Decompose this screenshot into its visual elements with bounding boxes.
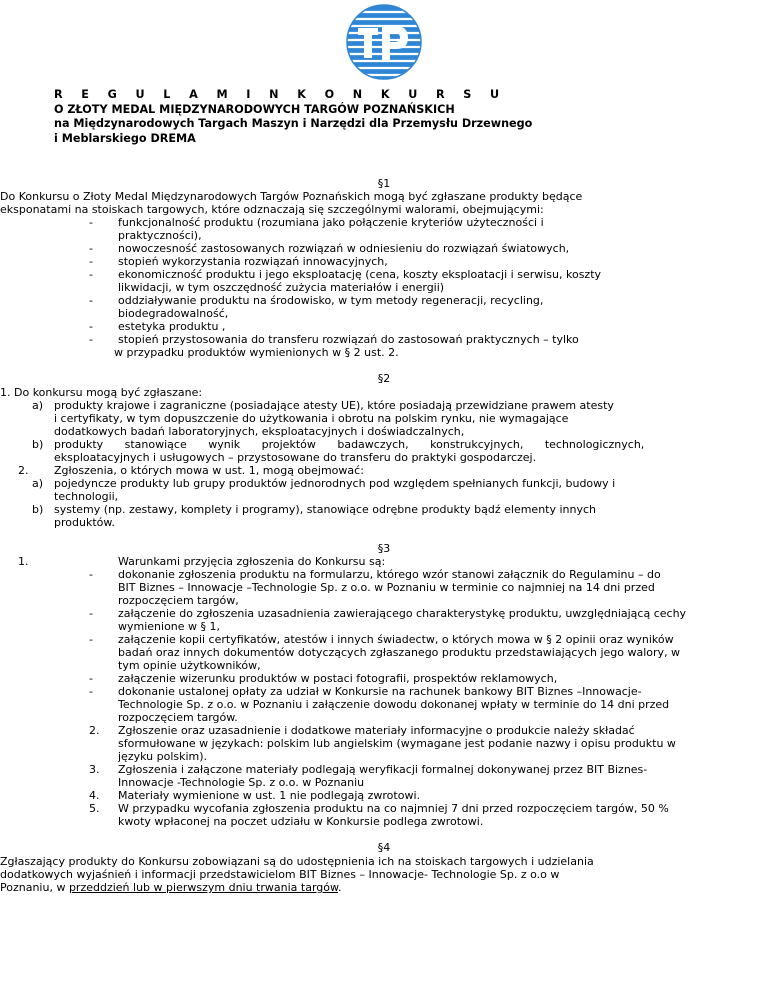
s3-num-4: 4. [89, 789, 100, 802]
bullet-dash: - [89, 333, 93, 346]
s3-point-2a: Zgłoszenie oraz uzasadnienie i dodatkowe materiały informacyjne o produkcie należy składać [118, 724, 635, 737]
s2-point-2: Zgłoszenia, o których mowa w ust. 1, mogą obejmować: [54, 464, 364, 477]
s1-bullet-1b: praktyczności), [118, 229, 202, 242]
s3-item-1a: dokonanie zgłoszenia produktu na formularzu, którego wzór stanowi załącznik do Regulaminu – do [118, 568, 661, 581]
s3-item-3c: tym opinie użytkowników, [118, 659, 261, 672]
s3-intro: Warunkami przyjęcia zgłoszenia do Konkursu są: [118, 555, 386, 568]
section-2-heading: §2 [377, 372, 391, 385]
s2-label-a: a) [32, 399, 44, 412]
s1-bullet-5a: oddziaływanie produktu na środowisko, w tym metody regeneracji, recycling, [118, 294, 544, 307]
bullet-dash: - [89, 672, 93, 685]
s1-bullet-3: stopień wykorzystania rozwiązań innowacyjnych, [118, 255, 388, 268]
bullet-dash: - [89, 633, 93, 646]
title-line-3: na Międzynarodowych Targach Maszyn i Narzędzi dla Przemysłu Drzewnego [54, 117, 533, 130]
s3-item-5b: Technologie Sp. z o.o. w Poznaniu i załączenie dowodu dokonanej wpłaty w terminie do 14 dni przed [118, 698, 670, 711]
s1-line-1: Do Konkursu o Złoty Medal Międzynarodowych Targów Poznańskich mogą być zgłaszane produkty będące [0, 190, 583, 203]
bullet-dash: - [89, 242, 93, 255]
s2-a-line-3: dodatkowych badań laboratoryjnych, eksploatacyjnych i doświadczalnych, [54, 425, 465, 438]
s3-item-2a: załączenie do zgłoszenia uzasadnienia zawierającego charakterystykę produktu, uwzględniającą cechy [118, 607, 687, 620]
s1-bullet-5b: biodegradowalność, [118, 307, 229, 320]
s1-bullet-4b: likwidacji, w tym oszczędność zużycia materiałów i energii) [118, 281, 445, 294]
s2-b-line-2: eksploatacyjnych i usługowych – przystosowane do transferu do praktyki gospodarczej. [54, 451, 537, 464]
s2-c-line-2: technologii, [54, 490, 119, 503]
bullet-dash: - [89, 255, 93, 268]
s1-bullet-7b: w przypadku produktów wymienionych w § 2 ust. 2. [114, 346, 399, 359]
s1-bullet-1a: funkcjonalność produktu (rozumiana jako połączenie kryteriów użyteczności i [118, 216, 544, 229]
s3-point-5b: kwoty wpłaconej na poczet udziału w Konkursie podlega zwrotowi. [118, 815, 484, 828]
s3-point-3a: Zgłoszenia i załączone materiały podlegają weryfikacji formalnej dokonywanej przez BIT Biznes- [118, 763, 648, 776]
bullet-dash: - [89, 685, 93, 698]
globe-logo [344, 2, 424, 82]
s1-line-2: eksponatami na stoiskach targowych, które odznaczają się szczególnymi walorami, obejmującymi: [0, 203, 544, 216]
s3-num-5: 5. [89, 802, 100, 815]
s4-line-3 [0, 881, 341, 895]
s2-b-line-1: produkty stanowiące wynik projektów badawczych, konstrukcyjnych, technologicznych, [54, 438, 645, 451]
s4-line-1: Zgłaszający produkty do Konkursu zobowiązani są do udostępnienia ich na stoiskach targowych i udzielania [0, 855, 594, 868]
s3-item-4: załączenie wizerunku produktów w postaci fotografii, prospektów reklamowych, [118, 672, 558, 685]
s4-deadline-underlined: przeddzień lub w pierwszym dniu trwania targów [68, 881, 338, 894]
s1-bullet-7a: stopień przystosowania do transferu rozwiązań do zastosowań praktycznych – tylko [118, 333, 579, 346]
s4-line-2: dodatkowych wyjaśnień i informacji przedstawicielom BIT Biznes – Innowacje- Technologie Sp. z o.o w [0, 868, 560, 881]
s1-bullet-4a: ekonomiczność produktu i jego eksploatację (cena, koszty eksploatacji i serwisu, koszty [118, 268, 602, 281]
s3-point-3b: Innowacje -Technologie Sp. z o.o. w Poznaniu [118, 776, 365, 789]
s3-item-1c: rozpoczęciem targów, [118, 594, 239, 607]
section-4-heading: §4 [377, 841, 391, 854]
s2-label-c: a) [32, 477, 44, 490]
s3-num-2: 2. [89, 724, 100, 737]
s2-num-2: 2. [18, 464, 29, 477]
bullet-dash: - [89, 268, 93, 281]
s2-label-d: b) [32, 503, 44, 516]
s3-point-4: Materiały wymienione w ust. 1 nie podlegają zwrotowi. [118, 789, 421, 802]
title-line-4: i Meblarskiego DREMA [54, 131, 196, 145]
s3-item-2b: wymienione w § 1, [118, 620, 221, 633]
s3-item-3b: badań oraz innych dokumentów dotyczących zgłaszanego produktu przedstawiających jego walory, w [118, 646, 681, 659]
s2-d-line-2: produktów. [54, 516, 115, 529]
s2-d-line-1: systemy (np. zestawy, komplety i programy), stanowiące odrębne produkty bądź elementy innych [54, 503, 597, 516]
s1-bullet-6: estetyka produktu , [118, 320, 226, 333]
s3-num-3: 3. [89, 763, 100, 776]
s3-item-3a: załączenie kopii certyfikatów, atestów i innych świadectw, o których mowa w § 2 opinii oraz wyników [118, 633, 674, 646]
title-regulamin: R E G U L A M I N K O N K U R S U [54, 88, 507, 101]
bullet-dash: - [89, 320, 93, 333]
s3-point-5a: W przypadku wycofania zgłoszenia produktu na co najmniej 7 dni przed rozpoczęciem targów, 50 % [118, 802, 669, 815]
bullet-dash: - [89, 607, 93, 620]
bullet-dash: - [89, 568, 93, 581]
s2-a-line-2: i certyfikaty, w tym dopuszczenie do użytkowania i obrotu na polskim rynku, nie wymagające [54, 412, 569, 425]
section-1-heading: §1 [377, 177, 391, 190]
s3-item-1b: BIT Biznes – Innowacje –Technologie Sp. z o.o. w Poznaniu w terminie co najmniej na 14 dni przed [118, 581, 655, 594]
s2-label-b: b) [32, 438, 44, 451]
section-3-heading: §3 [377, 542, 391, 555]
document-title [54, 88, 532, 146]
s2-point-1: 1. Do konkursu mogą być zgłaszane: [0, 386, 203, 399]
bullet-dash: - [89, 294, 93, 307]
bullet-dash: - [89, 216, 93, 229]
s3-num-1: 1. [18, 555, 29, 568]
s3-item-5a: dokonanie ustalonej opłaty za udział w Konkursie na rachunek bankowy BIT Biznes –Innowacje- [118, 685, 642, 698]
s3-point-2b: sformułowane w językach: polskim lub angielskim (wymagane jest podanie nazwy i opisu produktu w [118, 737, 676, 750]
s4-line-3-post: . [337, 881, 342, 894]
s2-a-line-1: produkty krajowe i zagraniczne (posiadające atesty UE), które posiadają przewidziane prawem atesty [54, 399, 614, 412]
s4-line-3-pre: Poznaniu, w [0, 881, 69, 894]
title-line-2: O ZŁOTY MEDAL MIĘDZYNARODOWYCH TARGÓW POZNAŃSKICH [54, 102, 455, 116]
s3-item-5c: rozpoczęciem targów. [118, 711, 238, 724]
s1-bullet-2: nowoczesność zastosowanych rozwiązań w odniesieniu do rozwiązań światowych, [118, 242, 570, 255]
s2-c-line-1: pojedyncze produkty lub grupy produktów jednorodnych pod względem spełnianych funkcji, budowy i [54, 477, 616, 490]
s3-point-2c: języku polskim). [118, 750, 208, 763]
